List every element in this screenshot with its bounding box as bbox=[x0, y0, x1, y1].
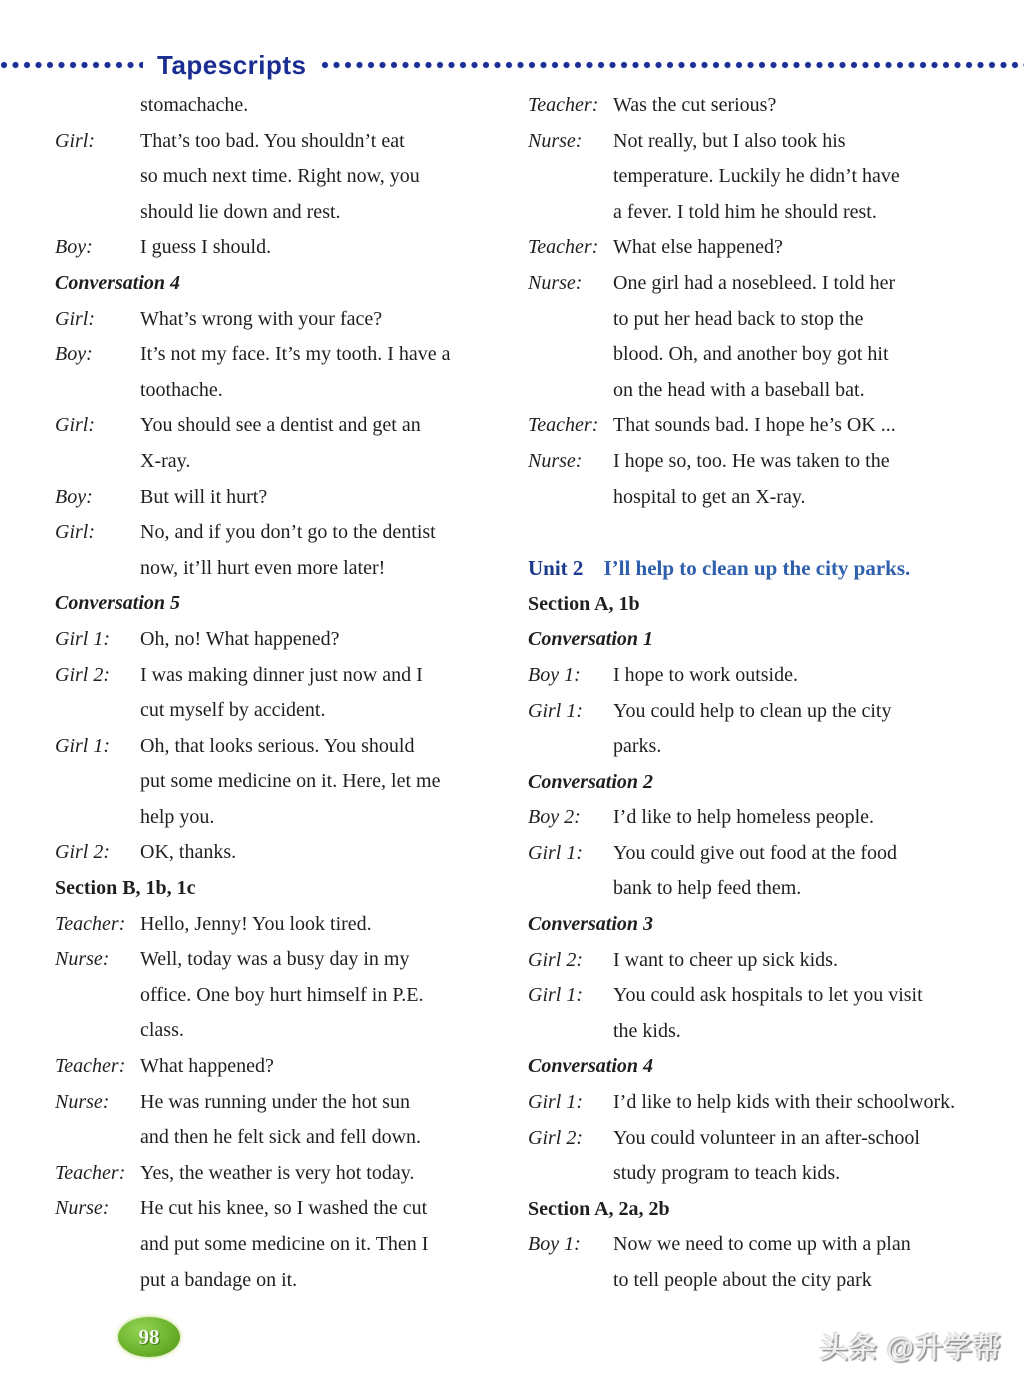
section-heading: Section A, 1b bbox=[528, 592, 640, 615]
utterance-line: to tell people about the city park bbox=[613, 1269, 872, 1291]
dialogue-row bbox=[528, 943, 1016, 979]
dialogue-row bbox=[528, 1227, 1016, 1298]
speaker-label: Boy 2: bbox=[528, 806, 581, 829]
utterance-text bbox=[140, 942, 528, 1049]
utterance-line: What happened? bbox=[140, 1055, 274, 1078]
utterance-line: He cut his knee, so I washed the cut bbox=[140, 1197, 428, 1220]
speaker-label: Teacher: bbox=[55, 912, 126, 935]
speaker-label: Girl: bbox=[55, 521, 95, 544]
dialogue-row bbox=[55, 622, 528, 658]
utterance-text bbox=[140, 515, 528, 586]
dialogue-row bbox=[528, 230, 1016, 266]
utterance-line: should lie down and rest. bbox=[140, 200, 341, 223]
dialogue-row bbox=[55, 729, 528, 836]
utterance-line: the kids. bbox=[613, 1019, 681, 1042]
utterance-line: help you. bbox=[140, 805, 215, 828]
unit-title: I’ll help to clean up the city parks. bbox=[603, 556, 911, 581]
speaker-label: Teacher: bbox=[55, 1055, 126, 1078]
speaker-label: Girl: bbox=[55, 307, 95, 330]
utterance-text bbox=[140, 408, 528, 479]
utterance-line: I want to cheer up sick kids. bbox=[613, 948, 838, 971]
unit-number: Unit 2 bbox=[528, 556, 584, 581]
speaker-label: Boy: bbox=[55, 485, 93, 508]
utterance-line: I hope to work outside. bbox=[613, 663, 798, 686]
utterance-line: toothache. bbox=[140, 378, 223, 401]
utterance-line: I’d like to help kids with their schoolwork. bbox=[613, 1091, 956, 1114]
section-heading: Section A, 2a, 2b bbox=[528, 1197, 670, 1220]
utterance-line: You should see a dentist and get an bbox=[140, 414, 421, 437]
utterance-line: cut myself by accident. bbox=[140, 699, 326, 722]
dialogue-row bbox=[528, 1121, 1016, 1192]
dotted-rule-right bbox=[321, 61, 1024, 69]
dialogue-row bbox=[528, 88, 1016, 124]
utterance-text bbox=[140, 622, 528, 658]
utterance-text bbox=[613, 1121, 1016, 1192]
dialogue-row bbox=[55, 230, 528, 266]
utterance-line: One girl had a nosebleed. I told her bbox=[613, 271, 896, 294]
dialogue-row bbox=[55, 1191, 528, 1298]
utterance-line: What else happened? bbox=[613, 236, 783, 259]
utterance-line: put a bandage on it. bbox=[140, 1268, 298, 1291]
utterance-line: You could give out food at the food bbox=[613, 841, 898, 864]
dialogue-row bbox=[55, 907, 528, 943]
speaker-label: Boy 1: bbox=[528, 1233, 581, 1256]
speaker-label: Nurse: bbox=[55, 1197, 110, 1220]
speaker-label: Girl: bbox=[55, 129, 95, 152]
speaker-label: Girl 1: bbox=[528, 841, 583, 864]
speaker-label: Girl: bbox=[55, 414, 95, 437]
dialogue-row bbox=[55, 835, 528, 871]
dialogue-row bbox=[528, 444, 1016, 515]
utterance-text bbox=[613, 1085, 1016, 1121]
utterance-line: What’s wrong with your face? bbox=[140, 307, 383, 330]
utterance-text bbox=[140, 88, 528, 124]
speaker-label: Girl 1: bbox=[55, 627, 110, 650]
utterance-line: bank to help feed them. bbox=[613, 877, 802, 900]
utterance-line: put some medicine on it. Here, let me bbox=[140, 770, 441, 793]
two-column-layout bbox=[55, 88, 1016, 1299]
speaker-label: Girl 1: bbox=[528, 984, 583, 1007]
utterance-line: parks. bbox=[613, 735, 662, 758]
utterance-text bbox=[613, 943, 1016, 979]
utterance-text bbox=[140, 1049, 528, 1085]
speaker-label: Girl 1: bbox=[528, 1091, 583, 1114]
dialogue-row bbox=[528, 694, 1016, 765]
utterance-line: Oh, that looks serious. You should bbox=[140, 734, 415, 757]
speaker-label: Girl 2: bbox=[528, 1126, 583, 1149]
section-heading: Section B, 1b, 1c bbox=[55, 877, 196, 900]
utterance-line: No, and if you don’t go to the dentist bbox=[140, 521, 436, 544]
utterance-text bbox=[613, 658, 1016, 694]
utterance-line: office. One boy hurt himself in P.E. bbox=[140, 983, 424, 1006]
dialogue-row bbox=[528, 658, 1016, 694]
utterance-text bbox=[613, 408, 1016, 444]
speaker-label: Girl 1: bbox=[55, 734, 110, 757]
utterance-text bbox=[140, 302, 528, 338]
utterance-line: so much next time. Right now, you bbox=[140, 165, 420, 188]
utterance-line: Yes, the weather is very hot today. bbox=[140, 1161, 415, 1184]
speaker-label: Teacher: bbox=[528, 94, 599, 116]
utterance-line: OK, thanks. bbox=[140, 841, 237, 864]
utterance-text bbox=[613, 88, 1016, 124]
page-header bbox=[0, 46, 1024, 84]
utterance-text bbox=[140, 230, 528, 266]
speaker-label: Girl 2: bbox=[528, 948, 583, 971]
utterance-line: Now we need to come up with a plan bbox=[613, 1233, 911, 1256]
utterance-line: You could ask hospitals to let you visit bbox=[613, 984, 923, 1007]
utterance-line: and put some medicine on it. Then I bbox=[140, 1233, 429, 1255]
utterance-line: temperature. Luckily he didn’t have bbox=[613, 165, 900, 188]
speaker-label: Girl 2: bbox=[55, 663, 110, 686]
speaker-label: Nurse: bbox=[528, 271, 583, 294]
utterance-text bbox=[140, 658, 528, 729]
utterance-text bbox=[140, 729, 528, 836]
utterance-line: Oh, no! What happened? bbox=[140, 627, 340, 650]
utterance-line: But will it hurt? bbox=[140, 485, 268, 508]
dialogue-row bbox=[55, 337, 528, 408]
dialogue-row bbox=[528, 836, 1016, 907]
dialogue-row bbox=[55, 1049, 528, 1085]
utterance-line: now, it’ll hurt even more later! bbox=[140, 556, 386, 579]
utterance-text bbox=[140, 907, 528, 943]
utterance-line: I hope so, too. He was taken to the bbox=[613, 449, 890, 472]
utterance-line: and then he felt sick and fell down. bbox=[140, 1126, 422, 1149]
utterance-line: study program to teach kids. bbox=[613, 1162, 841, 1185]
utterance-line: It’s not my face. It’s my tooth. I have a bbox=[140, 343, 451, 366]
dialogue-row bbox=[55, 1156, 528, 1192]
speaker-label: Teacher: bbox=[528, 414, 599, 437]
dialogue-row bbox=[55, 1085, 528, 1156]
speaker-label: Nurse: bbox=[528, 129, 583, 152]
dialogue-row bbox=[55, 658, 528, 729]
dialogue-row bbox=[528, 408, 1016, 444]
speaker-label: Boy 1: bbox=[528, 663, 581, 686]
utterance-text bbox=[613, 836, 1016, 907]
utterance-text bbox=[140, 1156, 528, 1192]
utterance-line: He was running under the hot sun bbox=[140, 1090, 410, 1113]
utterance-line: X-ray. bbox=[140, 449, 191, 472]
unit-heading bbox=[528, 551, 1016, 587]
dialogue-row bbox=[55, 515, 528, 586]
conversation-heading: Conversation 5 bbox=[55, 592, 181, 615]
dialogue-row bbox=[55, 480, 528, 516]
utterance-text bbox=[140, 337, 528, 408]
utterance-text bbox=[140, 124, 528, 231]
utterance-text bbox=[613, 694, 1016, 765]
utterance-line: to put her head back to stop the bbox=[613, 307, 864, 330]
utterance-line: Hello, Jenny! You look tired. bbox=[140, 912, 372, 935]
utterance-text bbox=[613, 124, 1016, 231]
dialogue-row bbox=[528, 978, 1016, 1049]
conversation-heading: Conversation 4 bbox=[528, 1055, 654, 1078]
utterance-text bbox=[613, 978, 1016, 1049]
utterance-text bbox=[140, 480, 528, 516]
speaker-label bbox=[55, 88, 140, 124]
dotted-rule-left bbox=[0, 61, 143, 69]
speaker-label: Nurse: bbox=[55, 1090, 110, 1113]
left-column bbox=[55, 88, 528, 1298]
watermark-text: 头条 @升学帮 bbox=[819, 1332, 1002, 1363]
dialogue-row bbox=[55, 124, 528, 231]
utterance-line: I’d like to help homeless people. bbox=[613, 806, 875, 829]
utterance-line: blood. Oh, and another boy got hit bbox=[613, 343, 889, 366]
utterance-line: That sounds bad. I hope he’s OK ... bbox=[613, 414, 896, 437]
utterance-text bbox=[613, 1227, 1016, 1298]
speaker-label: Nurse: bbox=[528, 449, 583, 472]
utterance-line: on the head with a baseball bat. bbox=[613, 378, 865, 401]
conversation-heading: Conversation 2 bbox=[528, 770, 654, 793]
utterance-line: I was making dinner just now and I bbox=[140, 663, 423, 686]
speaker-label: Boy: bbox=[55, 343, 93, 366]
utterance-line: That’s too bad. You shouldn’t eat bbox=[140, 129, 405, 152]
utterance-line: I guess I should. bbox=[140, 236, 272, 259]
right-column bbox=[528, 88, 1016, 1299]
page-title: Tapescripts bbox=[157, 49, 307, 80]
utterance-line: Was the cut serious? bbox=[613, 94, 777, 116]
speaker-label: Girl 2: bbox=[55, 841, 110, 864]
utterance-line: stomachache. bbox=[140, 94, 249, 116]
utterance-text bbox=[140, 1191, 528, 1298]
dialogue-row bbox=[55, 302, 528, 338]
utterance-line: a fever. I told him he should rest. bbox=[613, 200, 877, 223]
speaker-label: Boy: bbox=[55, 236, 93, 259]
speaker-label: Teacher: bbox=[55, 1161, 126, 1184]
utterance-text bbox=[140, 1085, 528, 1156]
utterance-text bbox=[613, 800, 1016, 836]
dialogue-row bbox=[528, 1085, 1016, 1121]
dialogue-row bbox=[55, 88, 528, 124]
utterance-text bbox=[613, 230, 1016, 266]
speaker-label: Girl 1: bbox=[528, 699, 583, 722]
utterance-line: Not really, but I also took his bbox=[613, 129, 846, 152]
conversation-heading: Conversation 3 bbox=[528, 913, 654, 936]
conversation-heading: Conversation 4 bbox=[55, 271, 181, 294]
utterance-text bbox=[140, 835, 528, 871]
utterance-line: You could volunteer in an after-school bbox=[613, 1126, 920, 1149]
utterance-line: class. bbox=[140, 1019, 184, 1042]
dialogue-row bbox=[55, 408, 528, 479]
utterance-line: Well, today was a busy day in my bbox=[140, 948, 410, 971]
page-number-badge: 98 bbox=[118, 1317, 180, 1357]
conversation-heading: Conversation 1 bbox=[528, 628, 654, 651]
dialogue-row bbox=[528, 266, 1016, 408]
utterance-text bbox=[613, 444, 1016, 515]
utterance-text bbox=[613, 266, 1016, 408]
speaker-label: Teacher: bbox=[528, 236, 599, 259]
dialogue-row bbox=[55, 942, 528, 1049]
dialogue-row bbox=[528, 800, 1016, 836]
utterance-line: hospital to get an X-ray. bbox=[613, 485, 806, 508]
speaker-label: Nurse: bbox=[55, 948, 110, 971]
dialogue-row bbox=[528, 124, 1016, 231]
utterance-line: You could help to clean up the city bbox=[613, 699, 892, 722]
